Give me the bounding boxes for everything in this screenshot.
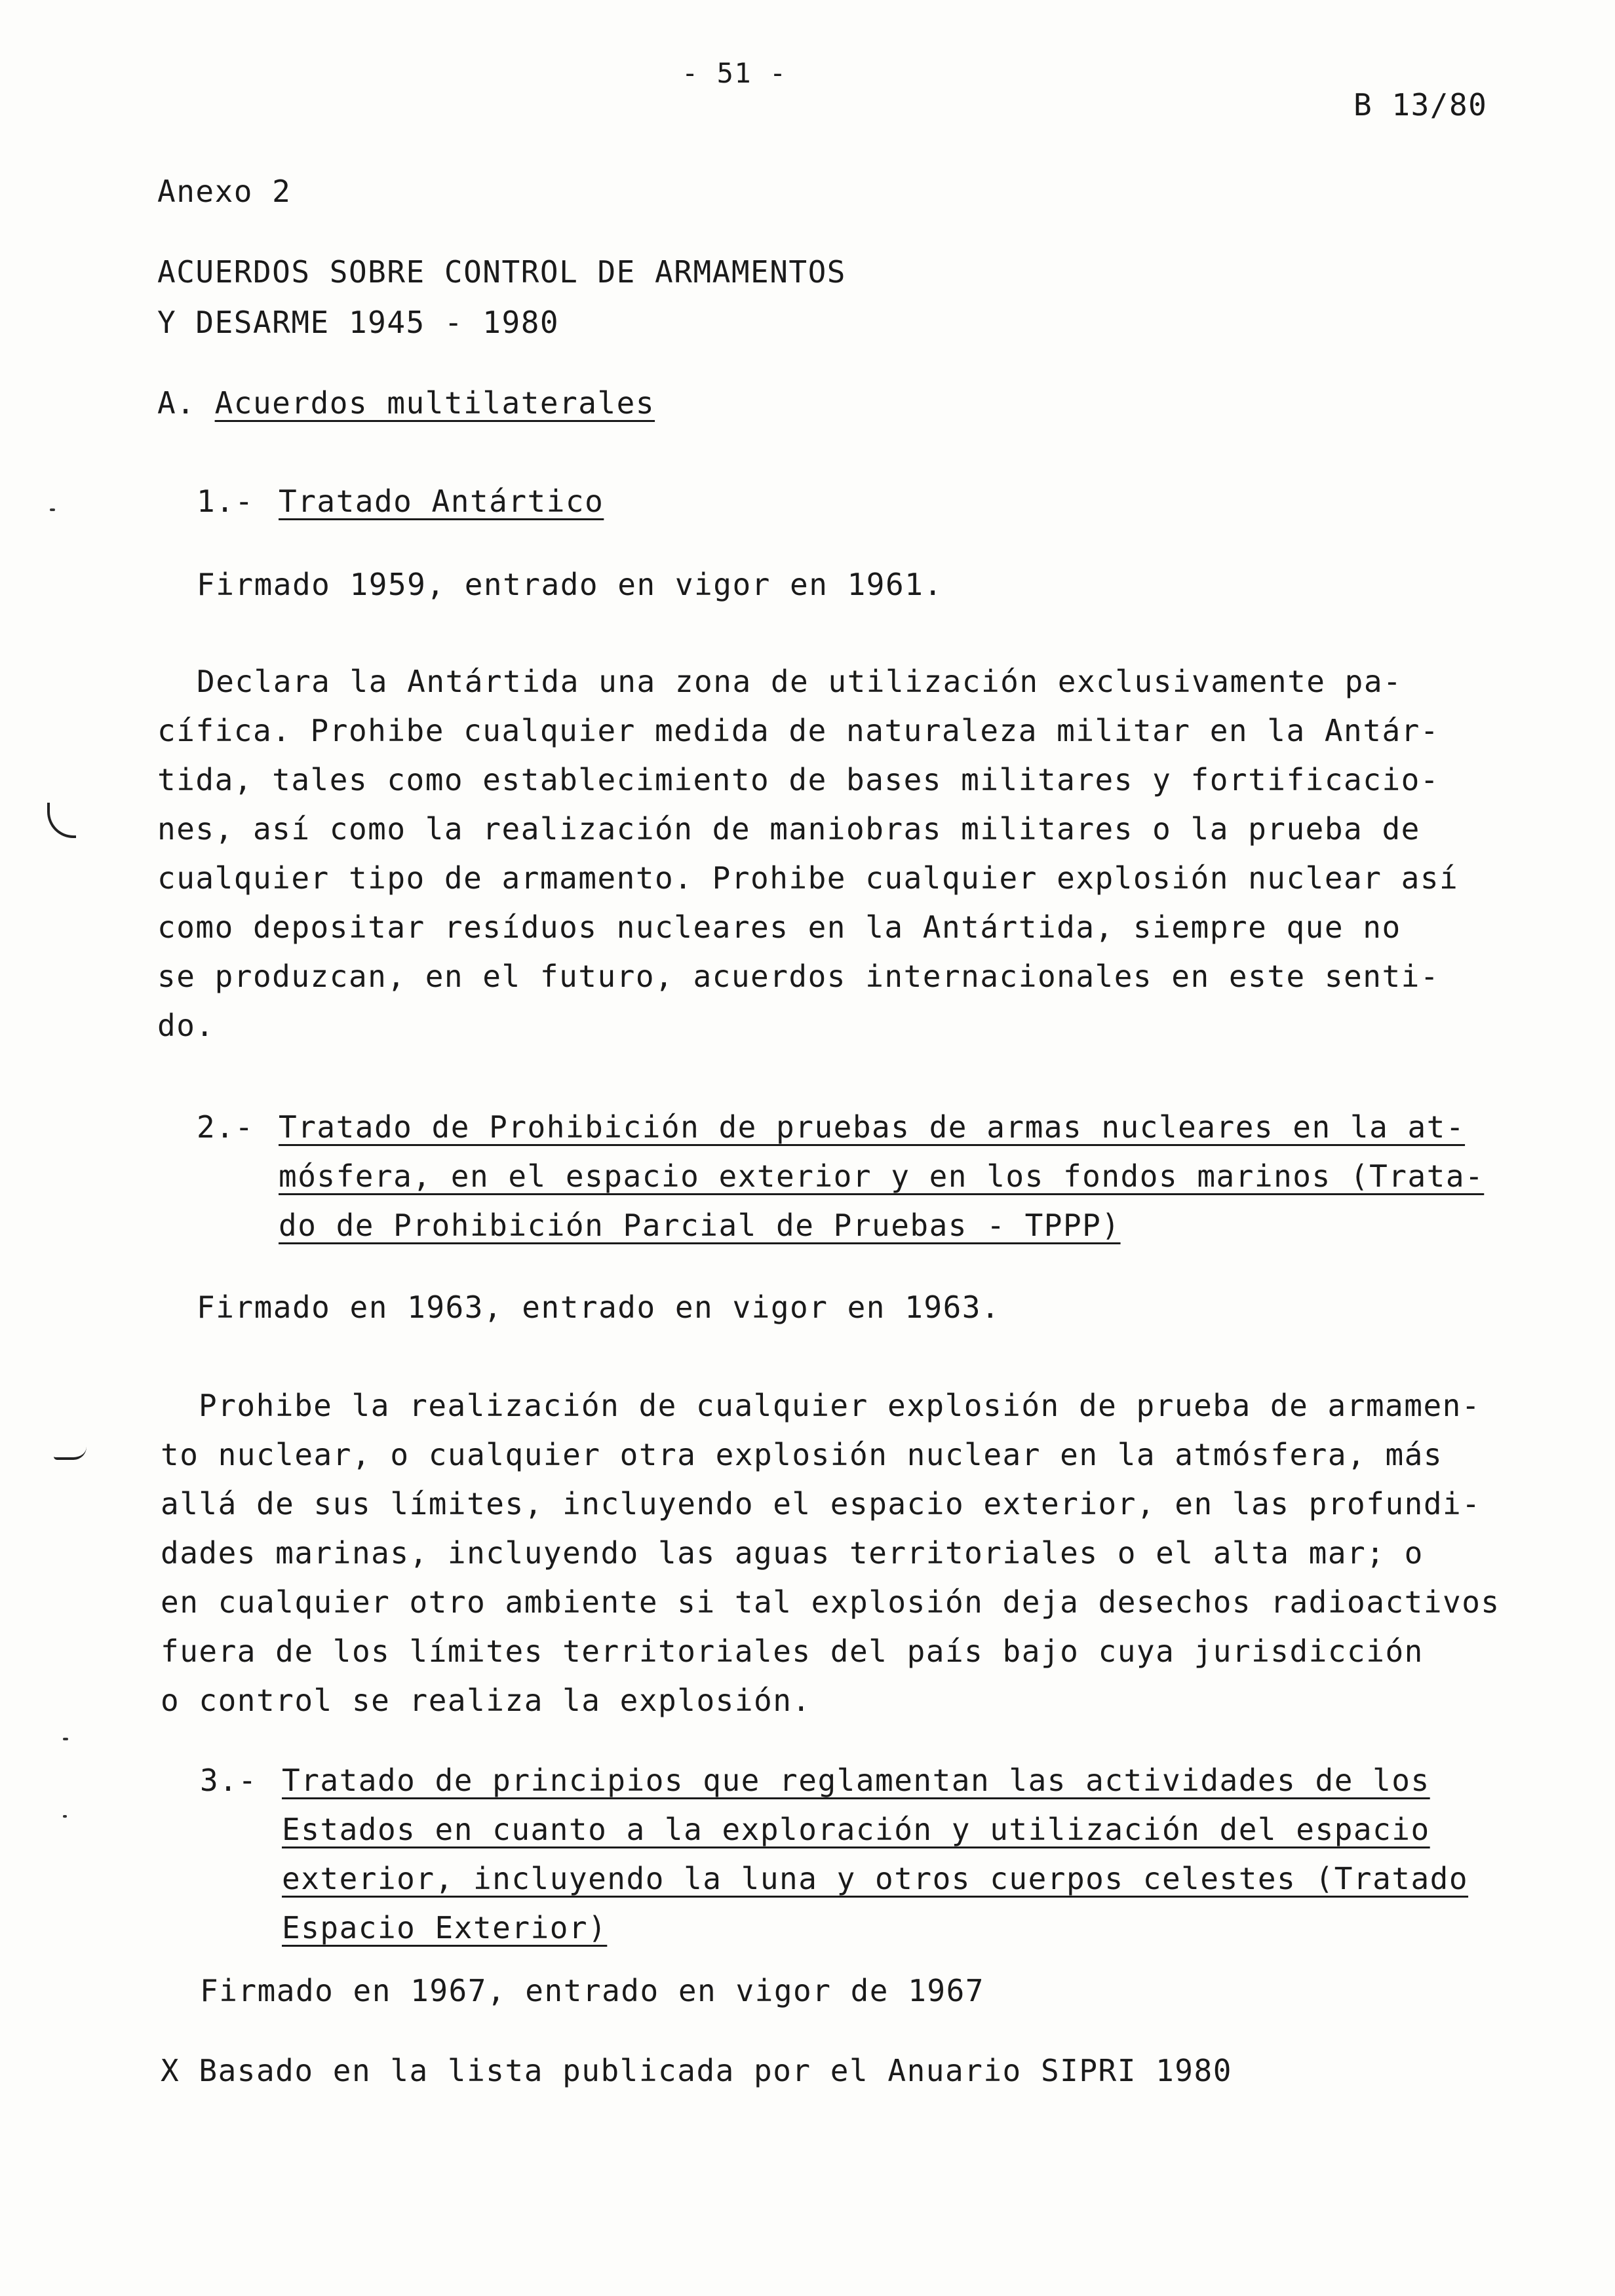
item-2-body-line: to nuclear, o cualquier otra explosión nuclear en la atmósfera, más [161, 1437, 1443, 1472]
margin-dot-mark [63, 1815, 67, 1818]
margin-bracket-mark [54, 1447, 87, 1460]
item-3-heading-line: Estados en cuanto a la exploración y utilización del espacio [282, 1812, 1430, 1847]
item-1-body-line: do. [157, 1008, 215, 1043]
item-1-heading [197, 477, 604, 526]
item-2-body-line: Prohibe la realización de cualquier explosión de prueba de armamen- [199, 1388, 1481, 1423]
item-3-signed: Firmado en 1967, entrado en vigor de 1967 [200, 1973, 984, 2008]
footnote: X Basado en la lista publicada por el Anuario SIPRI 1980 [161, 2053, 1232, 2088]
item-1-body-line: tida, tales como establecimiento de bases militares y fortificacio- [157, 762, 1440, 797]
section-label: Acuerdos multilaterales [214, 385, 655, 421]
item-2-body [161, 1381, 1500, 1725]
item-3-heading [200, 1756, 1468, 1953]
page-number: - 51 - [682, 57, 787, 89]
item-1-body-line: se produzcan, en el futuro, acuerdos internacionales en este senti- [157, 959, 1440, 994]
item-1-body [157, 657, 1458, 1050]
item-3-heading-line: exterior, incluyendo la luna y otros cuerpos celestes (Tratado [282, 1861, 1469, 1896]
item-1-number: 1.- [197, 484, 254, 519]
section-heading [157, 383, 655, 423]
item-2-heading [197, 1103, 1484, 1250]
item-2-body-line: dades marinas, incluyendo las aguas territoriales o el alta mar; o [161, 1535, 1424, 1571]
item-3-number: 3.- [200, 1763, 258, 1798]
item-2-body-line: en cualquier otro ambiente si tal explosión deja desechos radioactivos [161, 1584, 1500, 1620]
annex-label: Anexo 2 [157, 174, 292, 209]
document-title-line-1: ACUERDOS SOBRE CONTROL DE ARMAMENTOS [157, 254, 846, 290]
item-1-body-line: cualquier tipo de armamento. Prohibe cualquier explosión nuclear así [157, 860, 1459, 896]
document-reference: B 13/80 [1353, 87, 1488, 123]
item-1-signed: Firmado 1959, entrado en vigor en 1961. [197, 567, 943, 602]
item-1-body-line: nes, así como la realización de maniobras militares o la prueba de [157, 811, 1420, 847]
item-2-heading-line: Tratado de Prohibición de pruebas de armas nucleares en la at- [279, 1109, 1466, 1145]
margin-dot-mark [63, 1738, 68, 1740]
item-2-body-line: allá de sus límites, incluyendo el espacio exterior, en las profundi- [161, 1486, 1481, 1521]
margin-dot-mark [50, 508, 55, 511]
item-1-body-line: cífica. Prohibe cualquier medida de naturaleza militar en la Antár- [157, 713, 1440, 748]
item-2-number: 2.- [197, 1109, 254, 1145]
item-2-body-line: fuera de los límites territoriales del país bajo cuya jurisdicción [161, 1634, 1424, 1669]
item-2-body-line: o control se realiza la explosión. [161, 1683, 811, 1718]
item-2-heading-line: do de Prohibición Parcial de Pruebas - TPPP) [279, 1208, 1121, 1243]
item-2-signed: Firmado en 1963, entrado en vigor en 1963. [197, 1290, 1001, 1325]
margin-bracket-mark [47, 803, 76, 838]
item-1-body-line: Declara la Antártida una zona de utilización exclusivamente pa- [197, 664, 1403, 699]
document-title-line-2: Y DESARME 1945 - 1980 [157, 305, 560, 340]
item-1-body-line: como depositar resíduos nucleares en la Antártida, siempre que no [157, 909, 1401, 945]
item-2-heading-line: mósfera, en el espacio exterior y en los fondos marinos (Trata- [279, 1158, 1485, 1194]
item-3-heading-line: Tratado de principios que reglamentan las actividades de los [282, 1763, 1430, 1798]
section-letter: A. [157, 385, 196, 421]
item-1-heading-line: Tratado Antártico [279, 484, 604, 519]
item-3-heading-line: Espacio Exterior) [282, 1910, 608, 1945]
